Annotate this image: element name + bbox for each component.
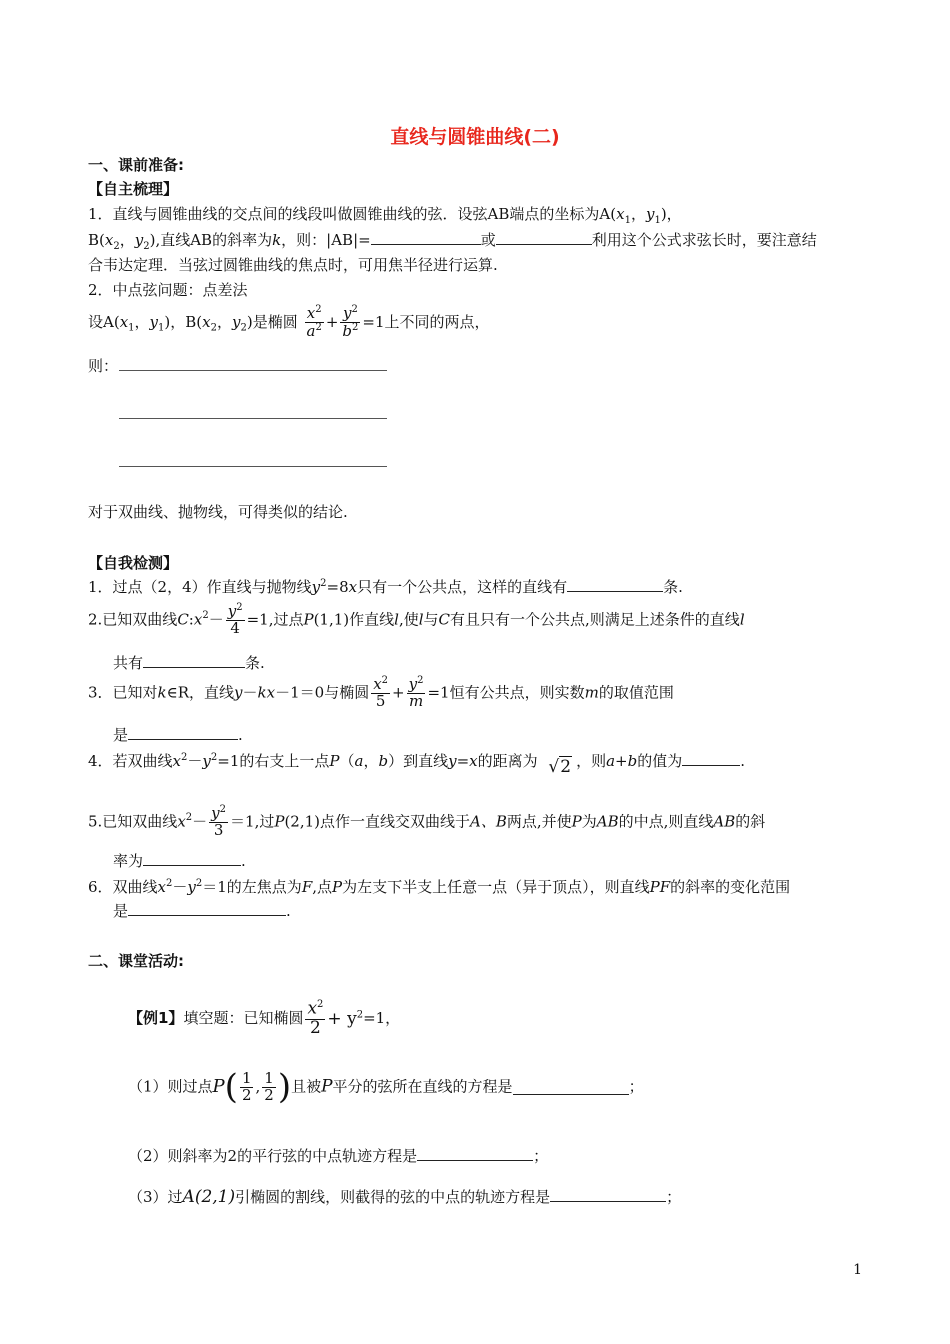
- answer-line[interactable]: [119, 370, 387, 371]
- subheading-self-check: 【自我检测】: [88, 554, 179, 572]
- fraction: $\frac{x^2}{a^2}$: [306, 304, 322, 340]
- blank[interactable]: [513, 1080, 629, 1095]
- section-heading-1: 一、课前准备:: [88, 156, 184, 174]
- answer-line[interactable]: [119, 466, 387, 467]
- question-3-cont: 是 .: [113, 726, 243, 744]
- blank[interactable]: [143, 653, 245, 668]
- paragraph-similar: 对于双曲线、抛物线，可得类似的结论.: [88, 503, 348, 521]
- fraction: $\frac{x^2}{2}$: [307, 998, 324, 1038]
- answer-line[interactable]: [119, 418, 387, 419]
- blank[interactable]: [567, 577, 663, 592]
- example-1-item-2: （2）则斜率为2的平行弦的中点轨迹方程是 ；: [128, 1147, 549, 1165]
- question-1: 1．过点（2，4）作直线与抛物线$y^2=8x$只有一个公共点，这样的直线有 条.: [88, 578, 683, 596]
- question-6: 6．双曲线$x^2-y^2=1$的左焦点为F,点P为左支下半支上任意一点（异于顶点），则直线PF的斜率的变化范围: [88, 878, 791, 896]
- paragraph-weida: 合韦达定理．当弦过圆锥曲线的焦点时，可用焦半径进行运算.: [88, 256, 498, 274]
- fraction: $\frac{1}{2}$: [241, 1068, 252, 1104]
- example-1-item-3: （3）过A(2,1)引椭圆的割线，则截得的弦的中点的轨迹方程是 ；: [128, 1187, 682, 1207]
- question-5: 5.已知双曲线$x^2-$ $\frac{y^2}{3}$ ＝1,过P(2,1)点作一直线交双曲线于A、B两点,并使P为AB的中点,则直线AB的斜: [88, 804, 766, 839]
- example-1: 【例1】填空题：已知椭圆 $\frac{x^2}{2}$ + $y^2=1$，: [128, 998, 401, 1038]
- fraction: $\frac{y^2}{m}$: [408, 675, 424, 710]
- question-5-cont: 率为 .: [113, 852, 246, 870]
- fraction: $\frac{y^2}{b^2}$: [342, 304, 359, 340]
- paragraph-ellipse: 设$A(x_1$，$y_1$)，$B(x_2$，$y_2$)是椭圆 $\frac{x^2}{a^2}$ + $\frac{y^2}{b^2}$ =1上不同的两点，: [88, 304, 490, 340]
- page-number: 1: [853, 1262, 862, 1278]
- blank[interactable]: [128, 725, 238, 740]
- question-3: 3．已知对k∈R，直线y－kx－1＝0与椭圆 $\frac{x^2}{5}$ + $\frac{y^2}{m}$ =1恒有公共点，则实数m的取值范围: [88, 675, 674, 710]
- blank[interactable]: [550, 1187, 666, 1202]
- label-then: 则：: [88, 357, 119, 375]
- blank[interactable]: [417, 1146, 533, 1161]
- blank[interactable]: [682, 751, 740, 766]
- paragraph-midpoint: 2．中点弦问题：点差法: [88, 281, 248, 299]
- fraction: $\frac{y^2}{4}$: [227, 602, 243, 637]
- question-2: 2.已知双曲线$C:x^2-$ $\frac{y^2}{4}$ =1,过点P(1,1)作直线l,使l与C有且只有一个公共点,则满足上述条件的直线l: [88, 602, 745, 637]
- fraction: $\frac{x^2}{5}$: [373, 675, 389, 710]
- sqrt-two: √2: [548, 757, 572, 777]
- page-title: 直线与圆锥曲线(二): [390, 126, 560, 148]
- question-2-cont: 共有 条.: [113, 654, 265, 672]
- blank[interactable]: [371, 230, 481, 245]
- fraction: $\frac{1}{2}$: [264, 1068, 274, 1104]
- blank[interactable]: [496, 230, 592, 245]
- blank[interactable]: [143, 851, 241, 866]
- paragraph-chord: 1．直线与圆锥曲线的交点间的线段叫做圆锥曲线的弦．设弦AB端点的坐标为$A(x_1$，$y_1$)，: [88, 205, 682, 226]
- question-6-cont: 是 .: [113, 902, 291, 920]
- fraction: $\frac{y^2}{3}$: [211, 804, 227, 839]
- subheading-self-review: 【自主梳理】: [88, 180, 179, 198]
- blank[interactable]: [128, 901, 286, 916]
- paragraph-chord-length: $B(x_2$，$y_2$),直线AB的斜率为k，则：|AB|= 或 利用这个公式求弦长时，要注意结: [88, 231, 817, 252]
- section-heading-2: 二、课堂活动:: [88, 952, 184, 970]
- question-4: 4．若双曲线$x^2-y^2=1$的右支上一点P（a，b）到直线y=x的距离为 √2 ，则a+b的值为 .: [88, 752, 746, 777]
- example-1-item-1: （1）则过点P( $\frac{1}{2}$ , $\frac{1}{2}$ )且被P平分的弦所在直线的方程是 ；: [128, 1067, 644, 1107]
